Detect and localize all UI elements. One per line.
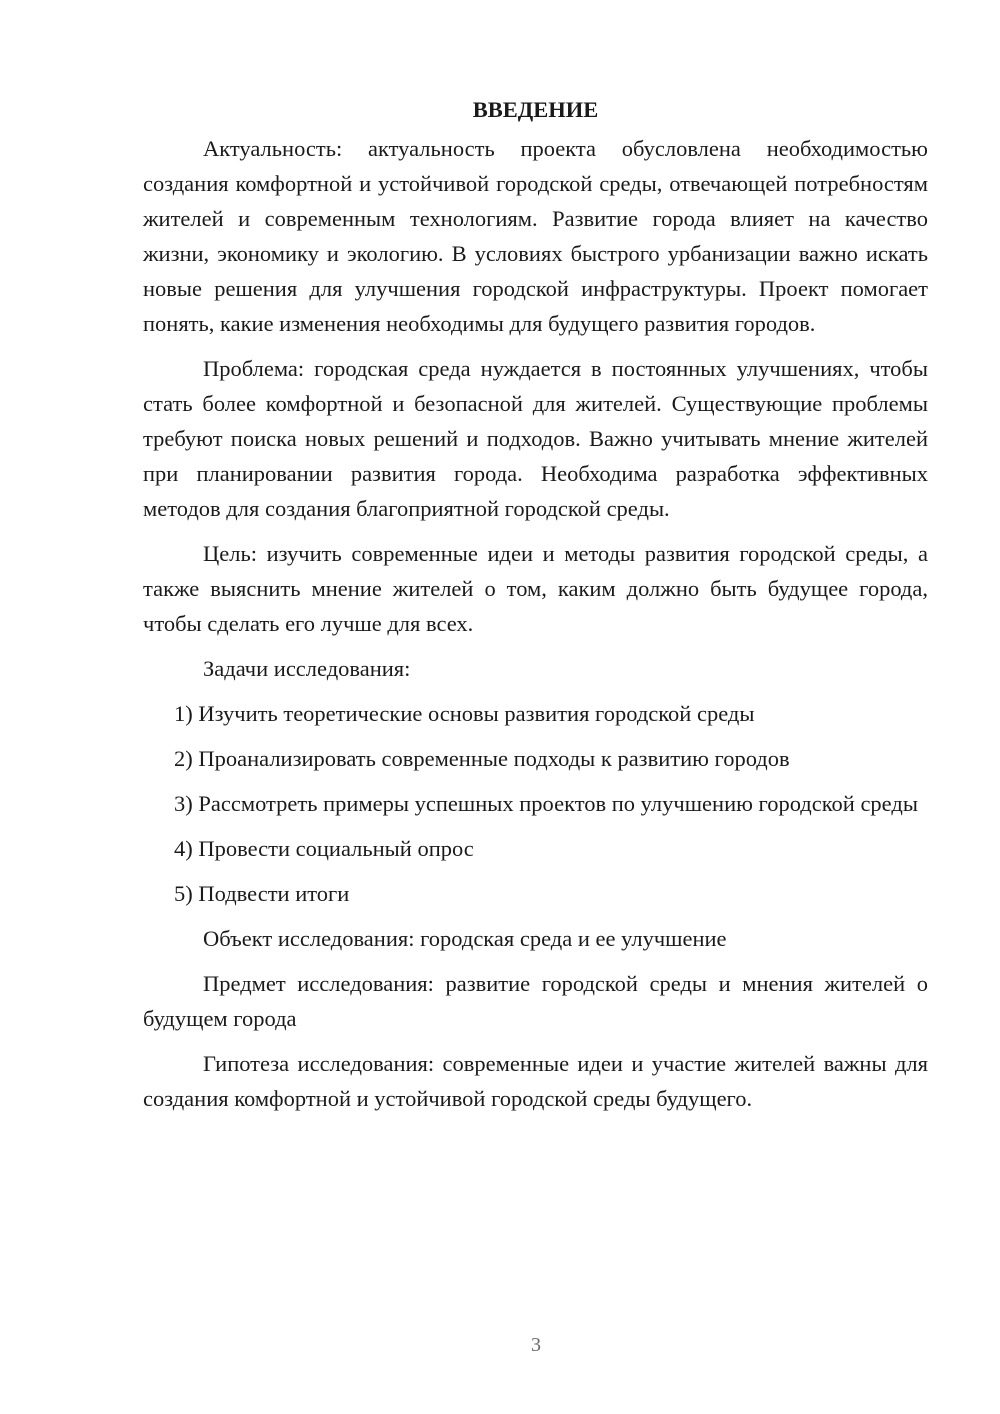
- tasks-list: [143, 696, 928, 911]
- section-heading: ВВЕДЕНИЕ: [472, 97, 599, 122]
- task-item: 2) Проанализировать современные подходы к развитию городов: [174, 746, 790, 771]
- object-paragraph: Объект исследования: городская среда и ее улучшение: [203, 926, 727, 951]
- page-number: 3: [531, 1334, 541, 1356]
- task-item: 3) Рассмотреть примеры успешных проектов по улучшению городской среды: [174, 791, 918, 816]
- task-item: 4) Провести социальный опрос: [174, 836, 474, 861]
- goal-paragraph: Цель: изучить современные идеи и методы развития городской среды, а также выяснить мнение жителей о том, каким должно быть будущее города, чтобы сделать его лучше для всех.: [143, 541, 928, 636]
- task-item: 5) Подвести итоги: [174, 881, 350, 906]
- tasks-label: Задачи исследования:: [203, 656, 411, 681]
- hypothesis-paragraph: Гипотеза исследования: современные идеи и участие жителей важны для создания комфортной и устойчивой городской среды будущего.: [143, 1051, 928, 1111]
- task-item: 1) Изучить теоретические основы развития городской среды: [174, 701, 755, 726]
- page-content: [143, 92, 928, 1126]
- relevance-paragraph: Актуальность: актуальность проекта обусловлена необходимостью создания комфортной и устойчивой городской среды, отвечающей потребностям жителей и современным технологиям. Развитие города влияет на качество жизни, экономику и экологию. В условиях быстрого урбанизации важно искать новые решения для улучшения городской инфраструктуры. Проект помогает понять, какие изменения необходимы для будущего развития городов.: [143, 136, 928, 336]
- subject-paragraph: Предмет исследования: развитие городской среды и мнения жителей о будущем города: [143, 971, 928, 1031]
- problem-paragraph: Проблема: городская среда нуждается в постоянных улучшениях, чтобы стать более комфортной и безопасной для жителей. Существующие проблемы требуют поиска новых решений и подходов. Важно учитывать мнение жителей при планировании развития города. Необходима разработка эффективных методов для создания благоприятной городской среды.: [143, 356, 928, 521]
